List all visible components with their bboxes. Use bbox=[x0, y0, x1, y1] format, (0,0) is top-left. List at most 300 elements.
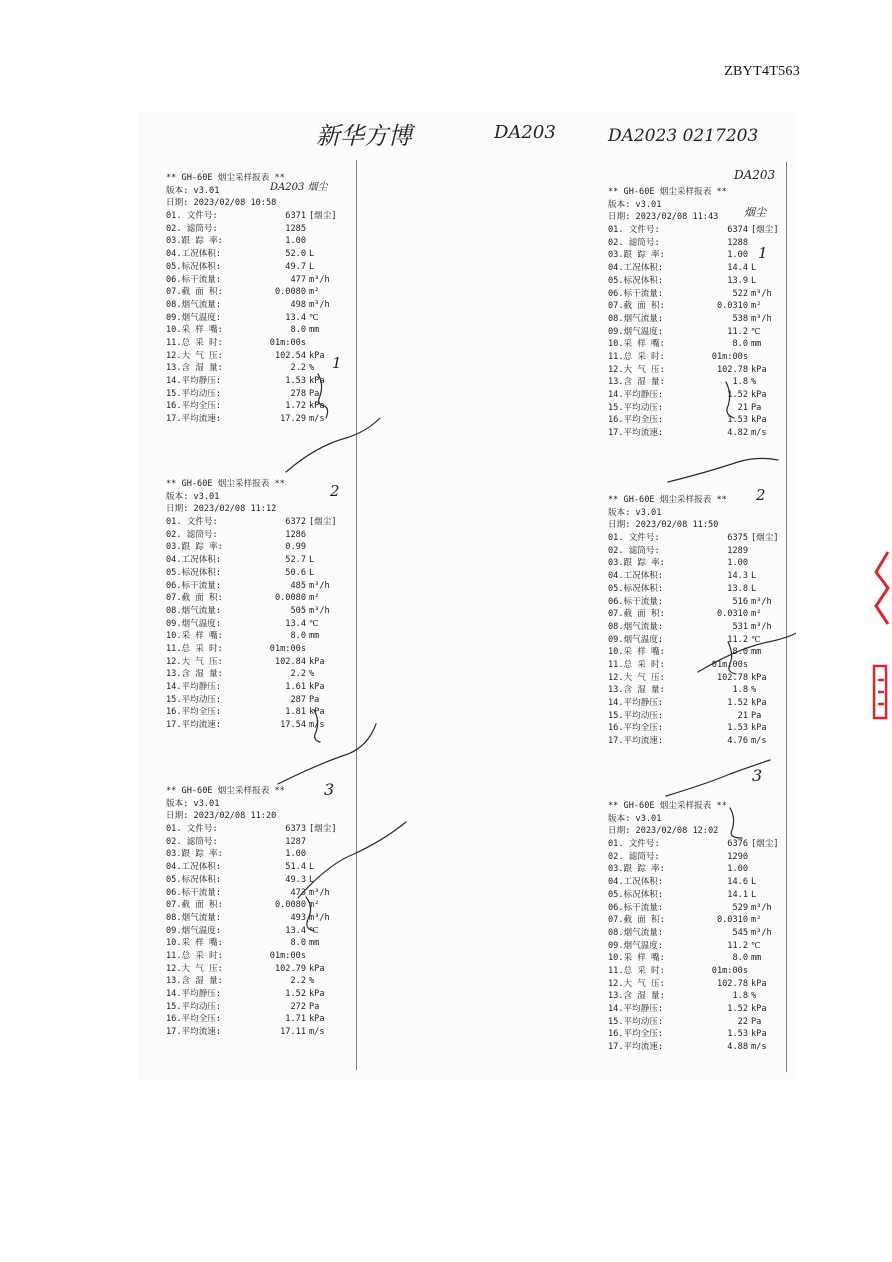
receipt-field-label: 17.平均流速: bbox=[166, 720, 222, 731]
receipt-field-unit: L bbox=[751, 275, 757, 286]
receipt-field-value: 0.0080 bbox=[274, 900, 306, 911]
receipt-field-label: 17.平均流速: bbox=[166, 1027, 222, 1038]
receipt-field-unit: % bbox=[309, 976, 315, 987]
receipt-field-unit: [烟尘] bbox=[309, 211, 337, 222]
receipt-field-label: 07.截 面 积: bbox=[608, 915, 665, 926]
receipt-field-value: 505 bbox=[290, 605, 306, 616]
receipt-field-unit: kPa bbox=[309, 707, 325, 718]
receipt-version: 版本: v3.01 bbox=[166, 798, 220, 809]
receipt-field-unit: % bbox=[309, 363, 315, 374]
scanned-receipt-sheet bbox=[138, 112, 796, 1080]
receipt-field-unit: mm bbox=[309, 631, 320, 642]
receipt-field-label: 01. 文件号: bbox=[608, 839, 660, 850]
receipt-field-value: 529 bbox=[732, 902, 748, 913]
receipt-field-unit: kPa bbox=[309, 682, 325, 692]
receipt-field-value: 2.2 bbox=[290, 363, 306, 374]
signature-scribble bbox=[298, 822, 406, 898]
receipt-field-unit: [烟尘] bbox=[751, 225, 779, 236]
receipt-field-label: 13.含 湿 量: bbox=[608, 991, 665, 1002]
receipt-field-unit: kPa bbox=[751, 1004, 767, 1014]
receipt-field-label: 13.含 湿 量: bbox=[608, 685, 665, 696]
receipt-field-unit: m³/h bbox=[309, 274, 330, 285]
receipt-field-value: 51.4 bbox=[285, 862, 306, 873]
receipt-field-unit: L bbox=[751, 583, 757, 594]
receipt-field-label: 07.截 面 积: bbox=[608, 301, 665, 312]
receipt-field-value: 17.54 bbox=[280, 720, 306, 731]
receipt-field-value: 1.71 bbox=[285, 1014, 306, 1025]
receipt-field-label: 09.烟气温度: bbox=[608, 634, 664, 645]
receipt-field-value: 8.0 bbox=[732, 339, 748, 350]
receipt-version: 版本: v3.01 bbox=[166, 185, 220, 196]
receipt-field-label: 02. 滤筒号: bbox=[608, 237, 660, 248]
receipt-field-value: 1.8 bbox=[732, 685, 748, 696]
receipt-field-unit: m² bbox=[751, 915, 762, 926]
receipt-field-value: 21 bbox=[737, 402, 748, 413]
receipt-field-unit: m² bbox=[309, 900, 320, 911]
receipt-field-label: 14.平均静压: bbox=[166, 989, 222, 999]
receipt-field-label: 10.采 样 嘴: bbox=[608, 953, 665, 964]
receipt-field-unit: kPa bbox=[309, 1014, 325, 1025]
receipt-field-value: 1.00 bbox=[727, 558, 748, 569]
receipt-field-unit: m³/h bbox=[751, 621, 772, 632]
receipt-date: 日期: 2023/02/08 10:58 bbox=[166, 198, 277, 209]
receipt-field-unit: L bbox=[309, 874, 315, 885]
receipt-field-value: 498 bbox=[290, 299, 306, 310]
receipt-field-unit: Pa bbox=[309, 694, 320, 705]
receipt-field-label: 17.平均流速: bbox=[608, 428, 664, 439]
receipt-date: 日期: 2023/02/08 12:02 bbox=[608, 826, 719, 837]
receipt-field-unit: kPa bbox=[751, 723, 767, 734]
red-stamp-fragment bbox=[870, 662, 892, 722]
receipt-field-value: 1.00 bbox=[727, 864, 748, 875]
receipt-field-label: 16.平均全压: bbox=[166, 707, 222, 718]
receipt-title: ** GH-60E 烟尘采样报表 ** bbox=[608, 187, 727, 197]
receipt-field-unit: m³/h bbox=[751, 927, 772, 938]
receipt-title: ** GH-60E 烟尘采样报表 ** bbox=[608, 801, 727, 811]
receipt-field-label: 10.采 样 嘴: bbox=[166, 325, 223, 336]
receipt-field-value: 8.0 bbox=[290, 631, 306, 642]
receipt-field-unit: m² bbox=[309, 593, 320, 604]
receipt-field-value: 1.53 bbox=[285, 376, 306, 386]
receipt-version: 版本: v3.01 bbox=[608, 199, 662, 210]
receipt-field-label: 08.烟气流量: bbox=[166, 299, 222, 310]
receipt-field-unit: kPa bbox=[751, 1029, 767, 1040]
receipt-field-value: 6373 bbox=[285, 824, 306, 835]
receipt-field-value: 13.4 bbox=[285, 618, 306, 629]
receipt-field-label: 15.平均动压: bbox=[166, 694, 222, 705]
receipt-field-value: 49.3 bbox=[285, 874, 306, 885]
receipt-field-label: 01. 文件号: bbox=[608, 225, 660, 236]
receipt-field-label: 03.跟 踪 率: bbox=[166, 542, 223, 553]
receipt-field-label: 02. 滤筒号: bbox=[166, 529, 218, 540]
handwritten-sample-code: DA2023 0217203 bbox=[608, 126, 759, 146]
receipt-field-value: 102.54 bbox=[274, 350, 306, 361]
red-stamp-fragment bbox=[870, 548, 892, 628]
receipt-field-value: 1.52 bbox=[727, 1004, 748, 1014]
receipt-field-value: 49.7 bbox=[285, 261, 306, 272]
receipt-field-unit: ℃ bbox=[751, 326, 761, 337]
receipt-field-value: 102.78 bbox=[716, 364, 748, 375]
receipt-field-unit: mm bbox=[751, 647, 762, 658]
receipt-field-unit: % bbox=[751, 685, 757, 696]
receipt-field-unit: L bbox=[309, 555, 315, 566]
receipt-field-unit: % bbox=[751, 377, 757, 388]
receipt-field-unit: m³/h bbox=[751, 288, 772, 299]
receipt-field-label: 09.烟气温度: bbox=[608, 940, 664, 951]
receipt-field-unit: mm bbox=[751, 953, 762, 964]
receipt-field-value: 0.0080 bbox=[274, 593, 306, 604]
signature-scribble bbox=[728, 642, 736, 674]
receipt-field-unit: m³/h bbox=[751, 902, 772, 913]
receipt-field-unit: ℃ bbox=[309, 618, 319, 629]
receipt-field-value: 4.82 bbox=[727, 428, 748, 439]
receipt-field-value: 516 bbox=[732, 596, 748, 607]
signature-scribble bbox=[666, 760, 770, 796]
receipt-field-label: 09.烟气温度: bbox=[166, 618, 222, 629]
receipt-field-label: 12.大 气 压: bbox=[608, 672, 665, 683]
receipt-field-unit: % bbox=[751, 991, 757, 1002]
receipt-field-value: 545 bbox=[732, 927, 748, 938]
receipt-field-value: 11.2 bbox=[727, 634, 748, 645]
receipt-field-label: 14.平均静压: bbox=[608, 698, 664, 708]
receipt-field-value: 1.52 bbox=[727, 390, 748, 400]
receipt-field-label: 12.大 气 压: bbox=[608, 978, 665, 989]
receipt-field-unit: ℃ bbox=[751, 634, 761, 645]
receipt-field-unit: m/s bbox=[751, 428, 767, 439]
receipt-field-value: 1286 bbox=[285, 529, 306, 540]
receipt-field-value: 1.52 bbox=[727, 698, 748, 708]
receipt-date: 日期: 2023/02/08 11:50 bbox=[608, 520, 719, 531]
receipt-field-label: 16.平均全压: bbox=[608, 1029, 664, 1040]
receipt-field-unit: kPa bbox=[309, 350, 325, 361]
receipt-field-value: 22 bbox=[737, 1016, 748, 1027]
receipt-field-value: 493 bbox=[290, 912, 306, 923]
receipt-field-label: 11.总 采 时: bbox=[608, 351, 665, 362]
receipt-field-value: 0.99 bbox=[285, 542, 306, 553]
receipt-field-value: 50.6 bbox=[285, 567, 306, 578]
receipt-field-label: 08.烟气流量: bbox=[608, 927, 664, 938]
receipt-field-label: 16.平均全压: bbox=[166, 1014, 222, 1025]
receipt-field-label: 11.总 采 时: bbox=[166, 337, 223, 348]
receipt-field-label: 12.大 气 压: bbox=[608, 364, 665, 375]
receipt-field-value: 1285 bbox=[285, 223, 306, 234]
receipt-field-value: 1288 bbox=[727, 237, 748, 248]
receipt-field-label: 06.标干流量: bbox=[166, 887, 222, 898]
receipt-field-label: 15.平均动压: bbox=[608, 402, 664, 413]
signature-scribble bbox=[726, 382, 734, 418]
receipt-field-label: 11.总 采 时: bbox=[166, 643, 223, 654]
receipt-field-unit: % bbox=[309, 669, 315, 680]
receipt-field-unit: mm bbox=[309, 938, 320, 949]
receipt-field-label: 14.平均静压: bbox=[166, 682, 222, 692]
receipt-field-value: 1.8 bbox=[732, 991, 748, 1002]
receipt-field-label: 04.工况体积: bbox=[608, 877, 664, 888]
receipt-field-unit: L bbox=[751, 571, 757, 582]
receipt-field-label: 02. 滤筒号: bbox=[608, 851, 660, 862]
receipt-field-value: 6372 bbox=[285, 517, 306, 528]
handwritten-tag: 烟尘 bbox=[744, 206, 766, 219]
receipt-field-value: 1289 bbox=[727, 545, 748, 556]
receipt-field-label: 03.跟 踪 率: bbox=[166, 236, 223, 247]
receipt-field-label: 17.平均流速: bbox=[608, 1042, 664, 1053]
receipt-field-unit: L bbox=[309, 862, 315, 873]
receipt-field-label: 17.平均流速: bbox=[608, 736, 664, 747]
receipt-field-label: 04.工况体积: bbox=[166, 555, 222, 566]
receipt-field-label: 08.烟气流量: bbox=[608, 621, 664, 632]
receipt-field-label: 15.平均动压: bbox=[166, 1001, 222, 1012]
receipt-field-label: 04.工况体积: bbox=[608, 571, 664, 582]
handwritten-sequence-number: 3 bbox=[324, 780, 335, 799]
receipt-field-label: 14.平均静压: bbox=[608, 1004, 664, 1014]
receipt-field-value: 1.8 bbox=[732, 377, 748, 388]
receipt-field-label: 03.跟 踪 率: bbox=[608, 250, 665, 261]
receipt-version: 版本: v3.01 bbox=[608, 813, 662, 824]
receipt-field-unit: Pa bbox=[751, 402, 762, 413]
receipt-field-value: 1290 bbox=[727, 851, 748, 862]
receipt-title: ** GH-60E 烟尘采样报表 ** bbox=[166, 786, 285, 796]
receipt-field-label: 15.平均动压: bbox=[166, 388, 222, 399]
receipt-field-value: 8.0 bbox=[290, 325, 306, 336]
receipt-field-value: 14.4 bbox=[727, 263, 748, 274]
receipt-field-value: 6371 bbox=[285, 211, 306, 222]
receipt-field-label: 14.平均静压: bbox=[166, 376, 222, 386]
receipt-field-label: 01. 文件号: bbox=[166, 211, 218, 222]
receipt-field-value: 0.0310 bbox=[716, 609, 748, 620]
receipt-field-value: 102.78 bbox=[716, 672, 748, 683]
receipt-date: 日期: 2023/02/08 11:20 bbox=[166, 811, 277, 822]
receipt-field-value: 0.0080 bbox=[274, 287, 306, 298]
receipt-field-value: 1287 bbox=[285, 836, 306, 847]
signature-scribble bbox=[306, 897, 314, 931]
receipt-field-unit: m/s bbox=[309, 720, 325, 731]
receipt-field-unit: L bbox=[309, 249, 315, 260]
receipt-field-unit: m³/h bbox=[309, 299, 330, 310]
receipt-field-unit: kPa bbox=[751, 390, 767, 400]
handwritten-sequence-number: 2 bbox=[756, 486, 766, 504]
receipt-field-unit: kPa bbox=[751, 672, 767, 683]
receipt-field-unit: kPa bbox=[309, 989, 325, 999]
receipt-field-value: 01m:00s bbox=[269, 643, 306, 654]
receipt-field-label: 16.平均全压: bbox=[608, 723, 664, 734]
receipt-field-label: 13.含 湿 量: bbox=[166, 976, 223, 987]
receipt-field-label: 05.标况体积: bbox=[166, 567, 222, 578]
receipt-field-label: 03.跟 踪 率: bbox=[166, 849, 223, 860]
receipt-field-value: 102.78 bbox=[716, 978, 748, 989]
receipt-field-value: 8.0 bbox=[290, 938, 306, 949]
receipt-field-label: 09.烟气温度: bbox=[608, 326, 664, 337]
receipt-version: 版本: v3.01 bbox=[608, 507, 662, 518]
receipt-field-label: 11.总 采 时: bbox=[608, 965, 665, 976]
receipt-field-label: 07.截 面 积: bbox=[608, 609, 665, 620]
receipt-field-label: 13.含 湿 量: bbox=[166, 363, 223, 374]
receipt-field-unit: [烟尘] bbox=[309, 824, 337, 835]
receipt-field-unit: m² bbox=[751, 609, 762, 620]
receipt-field-label: 12.大 气 压: bbox=[166, 350, 223, 361]
receipt-field-label: 17.平均流速: bbox=[166, 414, 222, 425]
receipt-field-unit: [烟尘] bbox=[751, 533, 779, 544]
receipt-field-label: 15.平均动压: bbox=[608, 1016, 664, 1027]
receipt-field-label: 04.工况体积: bbox=[608, 263, 664, 274]
handwritten-sequence-number: 2 bbox=[330, 482, 340, 500]
receipt-field-value: 6374 bbox=[727, 225, 748, 236]
receipt-field-label: 06.标干流量: bbox=[608, 596, 664, 607]
receipt-field-value: 102.84 bbox=[274, 656, 306, 667]
receipt-field-label: 02. 滤筒号: bbox=[166, 836, 218, 847]
receipt-field-label: 05.标况体积: bbox=[608, 889, 664, 900]
receipt-field-unit: m³/h bbox=[751, 596, 772, 607]
receipt-field-value: 1.53 bbox=[727, 723, 748, 734]
receipt-field-value: 1.53 bbox=[727, 415, 748, 426]
receipt-field-value: 01m:00s bbox=[269, 337, 306, 348]
signature-scribble bbox=[698, 632, 796, 672]
receipt-field-unit: kPa bbox=[309, 376, 325, 386]
receipt-field-value: 01m:00s bbox=[711, 659, 748, 670]
receipt-field-value: 1.52 bbox=[285, 989, 306, 999]
receipt-field-unit: L bbox=[309, 567, 315, 578]
receipt-field-unit: kPa bbox=[751, 364, 767, 375]
handwritten-sequence-number: 1 bbox=[332, 354, 342, 372]
receipt-field-unit: m³/h bbox=[309, 580, 330, 591]
receipt-field-label: 06.标干流量: bbox=[608, 902, 664, 913]
receipt-field-unit: kPa bbox=[751, 978, 767, 989]
receipt-field-label: 07.截 面 积: bbox=[166, 900, 223, 911]
receipt-field-unit: m/s bbox=[751, 736, 767, 747]
receipt-field-unit: kPa bbox=[309, 656, 325, 667]
signature-scribble bbox=[286, 418, 380, 472]
receipt-field-label: 13.含 湿 量: bbox=[166, 669, 223, 680]
receipt-field-label: 04.工况体积: bbox=[166, 249, 222, 260]
receipt-field-unit: kPa bbox=[751, 698, 767, 708]
receipt-field-unit: mm bbox=[309, 325, 320, 336]
receipt-field-label: 09.烟气温度: bbox=[166, 312, 222, 323]
receipt-field-unit: Pa bbox=[751, 710, 762, 721]
receipt-field-label: 13.含 湿 量: bbox=[608, 377, 665, 388]
signature-scribble bbox=[318, 374, 328, 418]
receipt-field-unit: m² bbox=[309, 287, 320, 298]
receipt-field-value: 14.3 bbox=[727, 571, 748, 582]
receipt-field-value: 52.0 bbox=[285, 249, 306, 260]
signature-scribble bbox=[314, 710, 320, 742]
receipt-field-unit: L bbox=[751, 889, 757, 900]
receipt-title: ** GH-60E 烟尘采样报表 ** bbox=[166, 479, 285, 489]
receipt-field-label: 15.平均动压: bbox=[608, 710, 664, 721]
receipt-field-value: 287 bbox=[290, 694, 306, 705]
receipt-field-label: 16.平均全压: bbox=[166, 401, 222, 412]
receipt-field-unit: m³/h bbox=[751, 313, 772, 324]
receipt-field-value: 17.29 bbox=[280, 414, 306, 425]
signature-scribble bbox=[668, 458, 778, 482]
receipt-field-label: 04.工况体积: bbox=[166, 862, 222, 873]
receipt-field-label: 01. 文件号: bbox=[166, 517, 218, 528]
receipt-field-label: 06.标干流量: bbox=[608, 288, 664, 299]
receipt-field-value: 485 bbox=[290, 580, 306, 591]
receipt-field-value: 13.4 bbox=[285, 312, 306, 323]
handwritten-tag: DA203 bbox=[734, 168, 776, 182]
receipt-field-value: 01m:00s bbox=[711, 965, 748, 976]
receipt-field-value: 8.0 bbox=[732, 647, 748, 658]
receipt-field-value: 52.7 bbox=[285, 555, 306, 566]
receipt-field-value: 13.8 bbox=[727, 583, 748, 594]
receipt-field-value: 1.00 bbox=[285, 849, 306, 860]
receipt-field-unit: kPa bbox=[309, 401, 325, 412]
receipt-field-value: 13.9 bbox=[727, 275, 748, 286]
receipt-field-value: 1.81 bbox=[285, 707, 306, 718]
receipt-date: 日期: 2023/02/08 11:12 bbox=[166, 504, 277, 515]
receipt-field-value: 102.79 bbox=[274, 963, 306, 974]
receipt-field-label: 01. 文件号: bbox=[608, 533, 660, 544]
receipt-version: 版本: v3.01 bbox=[166, 491, 220, 502]
receipt-field-value: 4.88 bbox=[727, 1042, 748, 1053]
receipt-field-value: 6376 bbox=[727, 839, 748, 850]
receipt-field-unit: L bbox=[309, 261, 315, 272]
receipt-field-unit: Pa bbox=[309, 1001, 320, 1012]
receipt-field-value: 531 bbox=[732, 621, 748, 632]
receipt-field-label: 08.烟气流量: bbox=[608, 313, 664, 324]
receipt-field-value: 1.72 bbox=[285, 401, 306, 412]
receipt-field-value: 538 bbox=[732, 313, 748, 324]
receipt-field-unit: Pa bbox=[309, 388, 320, 399]
receipt-field-label: 09.烟气温度: bbox=[166, 925, 222, 936]
receipt-date: 日期: 2023/02/08 11:43 bbox=[608, 212, 719, 223]
receipt-field-value: 11.2 bbox=[727, 940, 748, 951]
receipt-field-unit: kPa bbox=[309, 963, 325, 974]
handwritten-sequence-number: 1 bbox=[758, 244, 768, 262]
receipt-field-unit: m³/h bbox=[309, 912, 330, 923]
receipt-field-value: 01m:00s bbox=[269, 950, 306, 961]
receipt-field-unit: L bbox=[751, 263, 757, 274]
receipt-field-value: 21 bbox=[737, 710, 748, 721]
receipt-field-label: 05.标况体积: bbox=[608, 275, 664, 286]
receipt-field-value: 1.00 bbox=[285, 236, 306, 247]
receipt-field-label: 07.截 面 积: bbox=[166, 593, 223, 604]
receipt-field-value: 1.61 bbox=[285, 682, 306, 692]
receipt-field-label: 12.大 气 压: bbox=[166, 963, 223, 974]
receipt-field-unit: [烟尘] bbox=[751, 839, 779, 850]
handwritten-sequence-number: 3 bbox=[752, 766, 763, 785]
receipt-field-label: 06.标干流量: bbox=[166, 274, 222, 285]
receipt-field-label: 12.大 气 压: bbox=[166, 656, 223, 667]
receipt-field-label: 10.采 样 嘴: bbox=[608, 647, 665, 658]
receipt-field-value: 11.2 bbox=[727, 326, 748, 337]
receipt-field-value: 0.0310 bbox=[716, 915, 748, 926]
receipt-title: ** GH-60E 烟尘采样报表 ** bbox=[608, 495, 727, 505]
receipt-field-label: 07.截 面 积: bbox=[166, 287, 223, 298]
receipt-field-value: 272 bbox=[290, 1001, 306, 1012]
receipt-field-label: 08.烟气流量: bbox=[166, 912, 222, 923]
receipt-field-value: 0.0310 bbox=[716, 301, 748, 312]
receipt-field-value: 8.0 bbox=[732, 953, 748, 964]
signature-scribble bbox=[730, 808, 742, 838]
receipt-field-unit: ℃ bbox=[309, 312, 319, 323]
receipt-field-unit: m/s bbox=[309, 1027, 325, 1038]
receipt-field-value: 14.6 bbox=[727, 877, 748, 888]
receipt-field-unit: m/s bbox=[309, 414, 325, 425]
receipt-field-value: 2.2 bbox=[290, 976, 306, 987]
receipt-field-unit: L bbox=[751, 877, 757, 888]
receipt-field-value: 473 bbox=[290, 887, 306, 898]
receipt-field-unit: m² bbox=[751, 301, 762, 312]
receipt-field-value: 14.1 bbox=[727, 889, 748, 900]
handwritten-point-code: DA203 bbox=[494, 122, 556, 143]
handwritten-site-name: 新华方博 bbox=[316, 122, 412, 150]
receipt-field-label: 11.总 采 时: bbox=[166, 950, 223, 961]
receipt-field-unit: [烟尘] bbox=[309, 517, 337, 528]
receipt-field-unit: m³/h bbox=[309, 605, 330, 616]
receipt-title: ** GH-60E 烟尘采样报表 ** bbox=[166, 173, 285, 183]
receipt-field-label: 01. 文件号: bbox=[166, 824, 218, 835]
receipt-field-label: 06.标干流量: bbox=[166, 580, 222, 591]
receipt-field-value: 13.4 bbox=[285, 925, 306, 936]
